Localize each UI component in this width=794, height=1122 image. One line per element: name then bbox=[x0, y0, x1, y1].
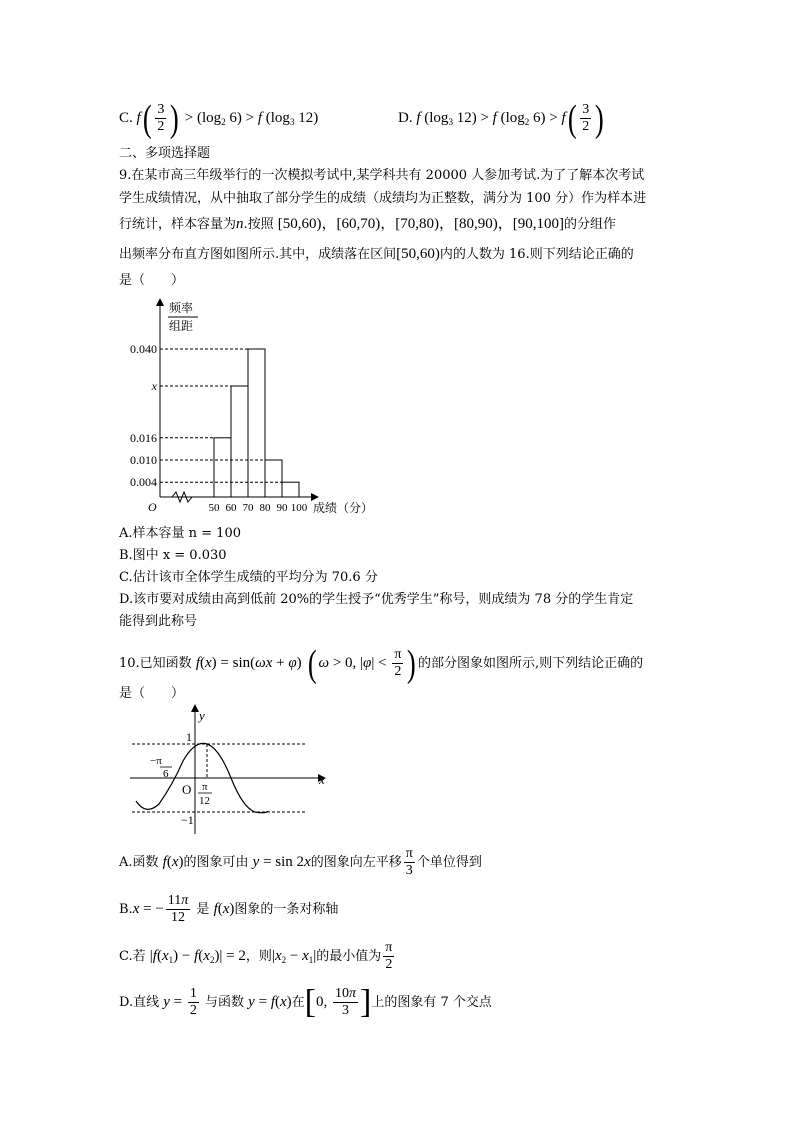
q10-option-c-3: 的最小值为 bbox=[316, 949, 382, 964]
q10-line1: 10.已知函数 f(x) = sin(ωx + φ) ( ω > 0, |φ| < $\frac{\pi}{2}$ ) 的部分图象如图所示,则下列结论正确的 bbox=[119, 642, 644, 685]
q9-option-a: A.样本容量 n = 100 bbox=[119, 526, 241, 541]
y-tick-label: 0.004 bbox=[130, 475, 157, 490]
q10-option-d-3: 在 bbox=[291, 995, 305, 1010]
q9-line3: 行统计，样本容量为n.按照 [50,60)，[60,70)，[70,80)，[80,90)，[90,100]的分组作 bbox=[119, 216, 617, 232]
label-neg-pi6-num: −π bbox=[150, 755, 162, 767]
label-pi12-den: 12 bbox=[199, 795, 210, 807]
x-axis-label: 成绩（分） bbox=[313, 501, 374, 515]
q10-option-b-3: 图象的一条对称轴 bbox=[234, 902, 339, 917]
label-origin: O bbox=[182, 782, 192, 797]
q10-option-d-1: D.直线 bbox=[119, 995, 160, 1010]
y-label-bottom: 组距 bbox=[169, 319, 194, 333]
q9-line4-a: 出频率分布直方图如图所示.其中，成绩落在区间 bbox=[119, 247, 397, 262]
q10-option-b: B.x = − $\frac{11\pi}{12}$ 是 f(x)图象的一条对称轴 bbox=[119, 893, 339, 925]
y-axis-label: y bbox=[199, 708, 205, 723]
q10-option-a-4: 个单位得到 bbox=[416, 855, 482, 870]
q10-option-a-3: 的图象向左平移 bbox=[310, 855, 402, 870]
q9-line4-b: 内的人数为 16.则下列结论正确的 bbox=[439, 247, 634, 262]
label-neg-one: −1 bbox=[181, 813, 194, 827]
q10-option-c-2: ，则 bbox=[245, 949, 272, 964]
option-label: C. bbox=[119, 109, 133, 126]
q10-option-a-1: A.函数 bbox=[119, 855, 159, 870]
q10-line1-a: 10.已知函数 bbox=[119, 655, 192, 671]
x-tick-label: 80 bbox=[259, 502, 271, 514]
q9-option-c: C.估计该市全体学生成绩的平均分为 70.6 分 bbox=[119, 570, 378, 585]
histogram-bar bbox=[265, 460, 282, 497]
q10-option-d: D.直线 y = $\frac{1}{2}$ 与函数 y = f(x)在[0, $\frac{10\pi}{3}$ ]上的图象有 7 个交点 bbox=[119, 983, 492, 1021]
q10-option-d-2: 与函数 bbox=[205, 995, 245, 1010]
y-tick-label: 0.016 bbox=[130, 430, 157, 445]
section-title: 二、多项选择题 bbox=[119, 146, 211, 161]
x-axis-label: x bbox=[319, 772, 325, 787]
histogram-bar bbox=[231, 386, 248, 497]
q9-line1: 9.在某市高三年级举行的一次模拟考试中,某学科共有 20000 人参加考试.为了了解本次考试 bbox=[119, 168, 645, 183]
x-tick-label: 60 bbox=[225, 502, 237, 514]
label-neg-pi6-den: 6 bbox=[163, 768, 169, 780]
q10-option-b-2: 是 bbox=[196, 902, 210, 917]
frequency-histogram bbox=[110, 290, 410, 520]
q9-line3-a: 行统计，样本容量为 bbox=[119, 217, 237, 232]
prev-option-c: C. f( $\frac{3}{2}$ ) > ($\log_2$ 6) > f ($\log_3$ 12) bbox=[119, 97, 319, 140]
q9-option-b: B.图中 x = 0.030 bbox=[119, 548, 227, 563]
label-pi12-num: π bbox=[202, 781, 208, 793]
q9-line4: 出频率分布直方图如图所示.其中，成绩落在区间[50,60)内的人数为 16.则下列结论正确的 bbox=[119, 246, 634, 262]
q10-line2: 是（ ） bbox=[119, 686, 185, 701]
histogram-bar bbox=[248, 349, 265, 497]
q9-option-d-line1: D.该市要对成绩由高到低前 20%的学生授予“优秀学生”称号，则成绩为 78 分的学生肯定 bbox=[119, 592, 634, 607]
prev-option-d: D. f ($\log_3$ 12) > f ($\log_2$ 6) > f( $\frac{3}{2}$ ) bbox=[398, 97, 605, 140]
q10-option-a: A.函数 f(x)的图象可由 y = sin 2x的图象向左平移 $\frac{\pi}{3}$ 个单位得到 bbox=[119, 846, 482, 878]
q9-line3-b: .按照 bbox=[243, 217, 274, 232]
q10-option-c-1: C.若 bbox=[119, 949, 146, 964]
sine-graph bbox=[126, 704, 346, 839]
q9-line3-c: 的分组作 bbox=[564, 217, 617, 232]
histogram-bar bbox=[282, 482, 299, 497]
y-tick-label: 0.010 bbox=[130, 453, 157, 467]
x-tick-label: 90 bbox=[276, 502, 288, 514]
label-one: 1 bbox=[186, 730, 192, 744]
x-tick-label: 50 bbox=[208, 502, 220, 514]
q10-option-b-1: B. bbox=[119, 902, 133, 917]
q10-option-d-4: 上的图象有 7 个交点 bbox=[371, 995, 492, 1010]
y-tick-label: x bbox=[151, 379, 157, 393]
q9-line2: 学生成绩情况，从中抽取了部分学生的成绩（成绩均为正整数，满分为 100 分）作为样本进 bbox=[119, 191, 647, 206]
q9-line5: 是（ ） bbox=[119, 273, 185, 288]
y-label-top: 频率 bbox=[169, 301, 194, 315]
option-label: D. bbox=[398, 109, 413, 126]
y-tick-label: 0.040 bbox=[130, 342, 157, 356]
q10-option-c: C.若 $|f(x_1) - f(x_2)| = 2$，则$|x_2 - x_1|$的最小值为 $\frac{\pi}{2}$ bbox=[119, 940, 393, 972]
x-tick-label: 70 bbox=[242, 502, 254, 514]
q10-option-a-2: 的图象可由 bbox=[183, 855, 249, 870]
q10-line1-b: 的部分图象如图所示,则下列结论正确的 bbox=[418, 655, 644, 671]
q9-option-d-line2: 能得到此称号 bbox=[119, 614, 198, 629]
origin-label: O bbox=[148, 500, 157, 514]
x-tick-label: 100 bbox=[290, 502, 308, 514]
histogram-bar bbox=[214, 438, 231, 497]
